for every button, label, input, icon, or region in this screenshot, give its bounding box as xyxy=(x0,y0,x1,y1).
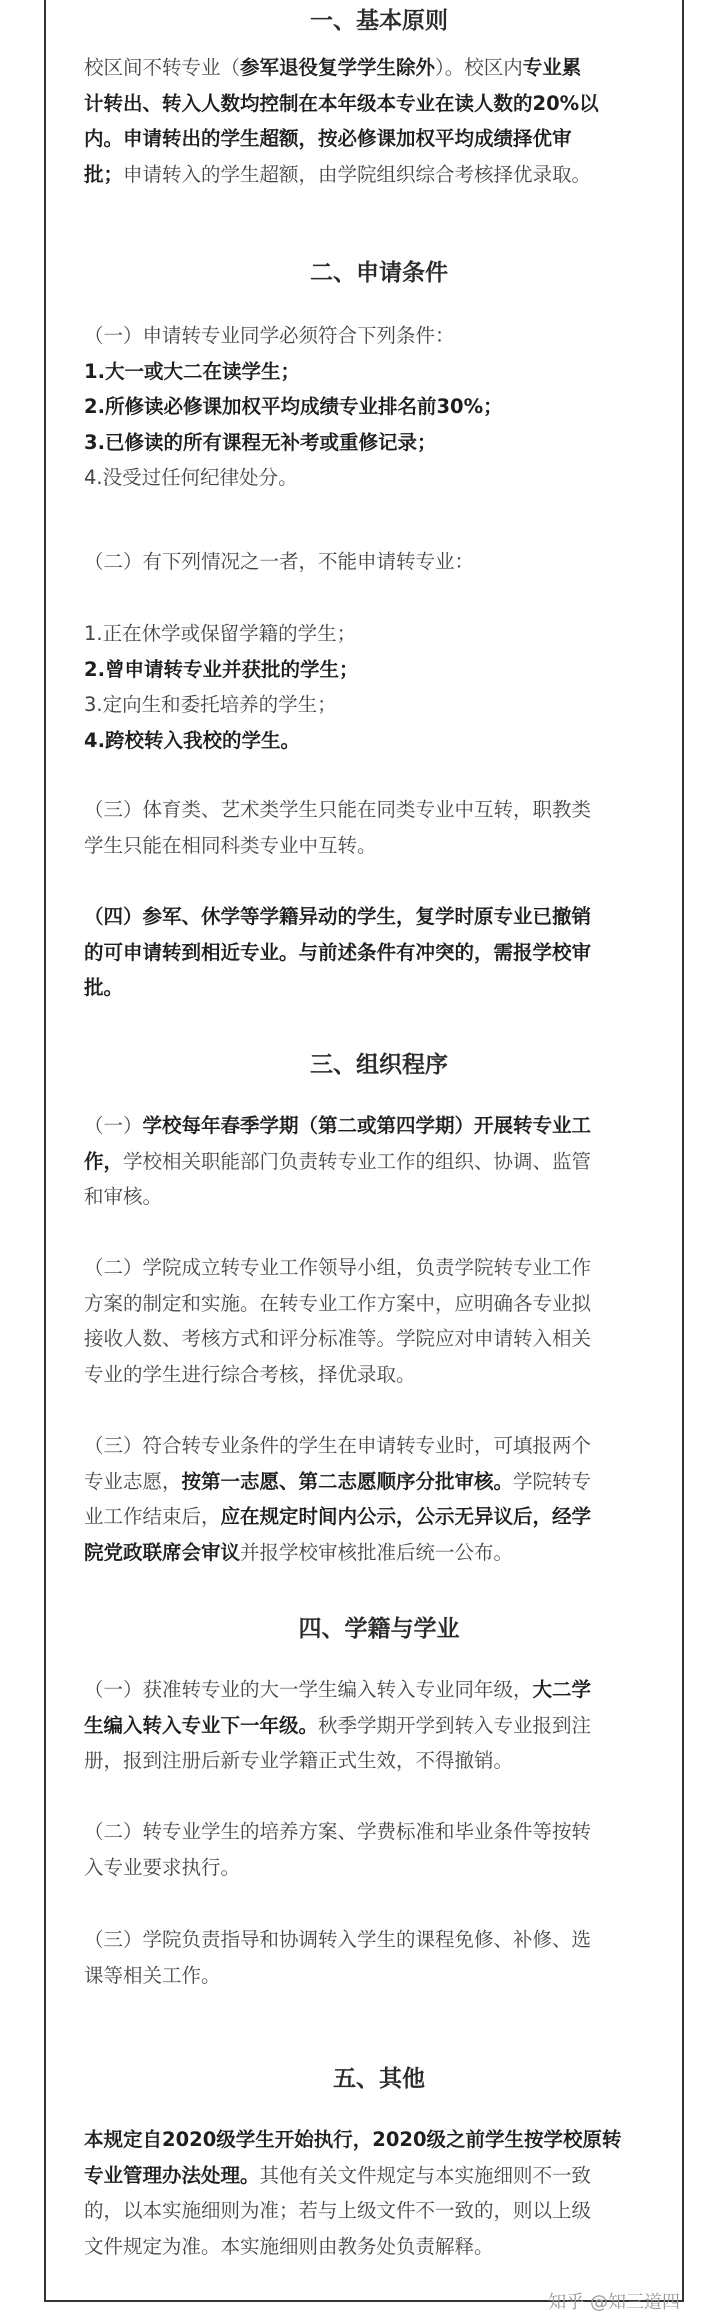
section-title-1: 一、基本原则 xyxy=(310,8,448,34)
list-item: 2.所修读必修课加权平均成绩专业排名前30%； xyxy=(84,395,503,418)
list-item: 1.正在休学或保留学籍的学生； xyxy=(84,622,357,645)
paragraph: （四）参军、休学等学籍异动的学生，复学时原专业已撤销 的可申请转到相近专业。与前述条件有冲突的，需报学校审 批。 xyxy=(84,905,592,999)
list-item: 2.曾申请转专业并获批的学生； xyxy=(84,657,359,681)
paragraph: 本规定自2020级学生开始执行，2020级之前学生按学校原转 专业管理办法处理。其他有关文件规定与本实施细则不一致 的，以本实施细则为准；若与上级文件不一致的，则以上级 文件规定为准。本实施细则由教务处负责解释。 xyxy=(84,2128,622,2258)
paragraph: （三）体育类、艺术类学生只能在同类专业中互转，职教类 学生只能在相同科类专业中互转。 xyxy=(84,798,592,857)
list-item: 3.定向生和委托培养的学生； xyxy=(84,693,337,716)
paragraph: （二）学院成立转专业工作领导小组，负责学院转专业工作 方案的制定和实施。在转专业工作方案中，应明确各专业拟 接收人数、考核方式和评分标准等。学院应对申请转入相关 专业的学生进行综合考核，择优录取。 xyxy=(84,1256,592,1386)
list-item: （二）有下列情况之一者，不能申请转专业： xyxy=(84,550,475,573)
section-title-2: 二、申请条件 xyxy=(310,260,448,286)
paragraph: （三）学院负责指导和协调转入学生的课程免修、补修、选 课等相关工作。 xyxy=(84,1928,592,1987)
conditions-list xyxy=(84,318,674,496)
watermark: 知乎 @知三道四 xyxy=(548,2292,680,2313)
paragraph: （三）符合转专业条件的学生在申请转专业时，可填报两个 专业志愿，按第一志愿、第二志愿顺序分批审核。学院转专 业工作结束后，应在规定时间内公示，公示无异议后，经学 院党政联席会审议并报学校审核批准后统一公布。 xyxy=(84,1434,592,1564)
section-title-3: 三、组织程序 xyxy=(310,1052,448,1078)
list-item: 4.跨校转入我校的学生。 xyxy=(84,728,300,752)
section-title-4: 四、学籍与学业 xyxy=(298,1616,460,1642)
paragraph: （一）获准转专业的大一学生编入转入专业同年级，大二学 生编入转入专业下一年级。秋季学期开学到转入专业报到注 册，报到注册后新专业学籍正式生效，不得撤销。 xyxy=(84,1678,592,1772)
section-title-5: 五、其他 xyxy=(333,2066,425,2092)
list-item: 4.没受过任何纪律处分。 xyxy=(84,466,298,489)
exclusions-items xyxy=(84,616,674,758)
paragraph: （二）转专业学生的培养方案、学费标准和毕业条件等按转 入专业要求执行。 xyxy=(84,1820,592,1879)
exclusions-list xyxy=(84,544,674,580)
list-item: （一）申请转专业同学必须符合下列条件： xyxy=(84,324,455,347)
list-item: 1.大一或大二在读学生； xyxy=(84,359,300,383)
list-item: 3.已修读的所有课程无补考或重修记录； xyxy=(84,430,437,454)
section-1-paragraph: 校区间不转专业（参军退役复学学生除外）。校区内专业累 计转出、转入人数均控制在本年级本专业在读人数的20%以 内。申请转出的学生超额，按必修课加权平均成绩择优审 批；申请转入的学生超额，由学院组织综合考核择优录取。 xyxy=(84,56,599,186)
paragraph: （一）学校每年春季学期（第二或第四学期）开展转专业工 作，学校相关职能部门负责转专业工作的组织、协调、监管 和审核。 xyxy=(84,1114,592,1208)
